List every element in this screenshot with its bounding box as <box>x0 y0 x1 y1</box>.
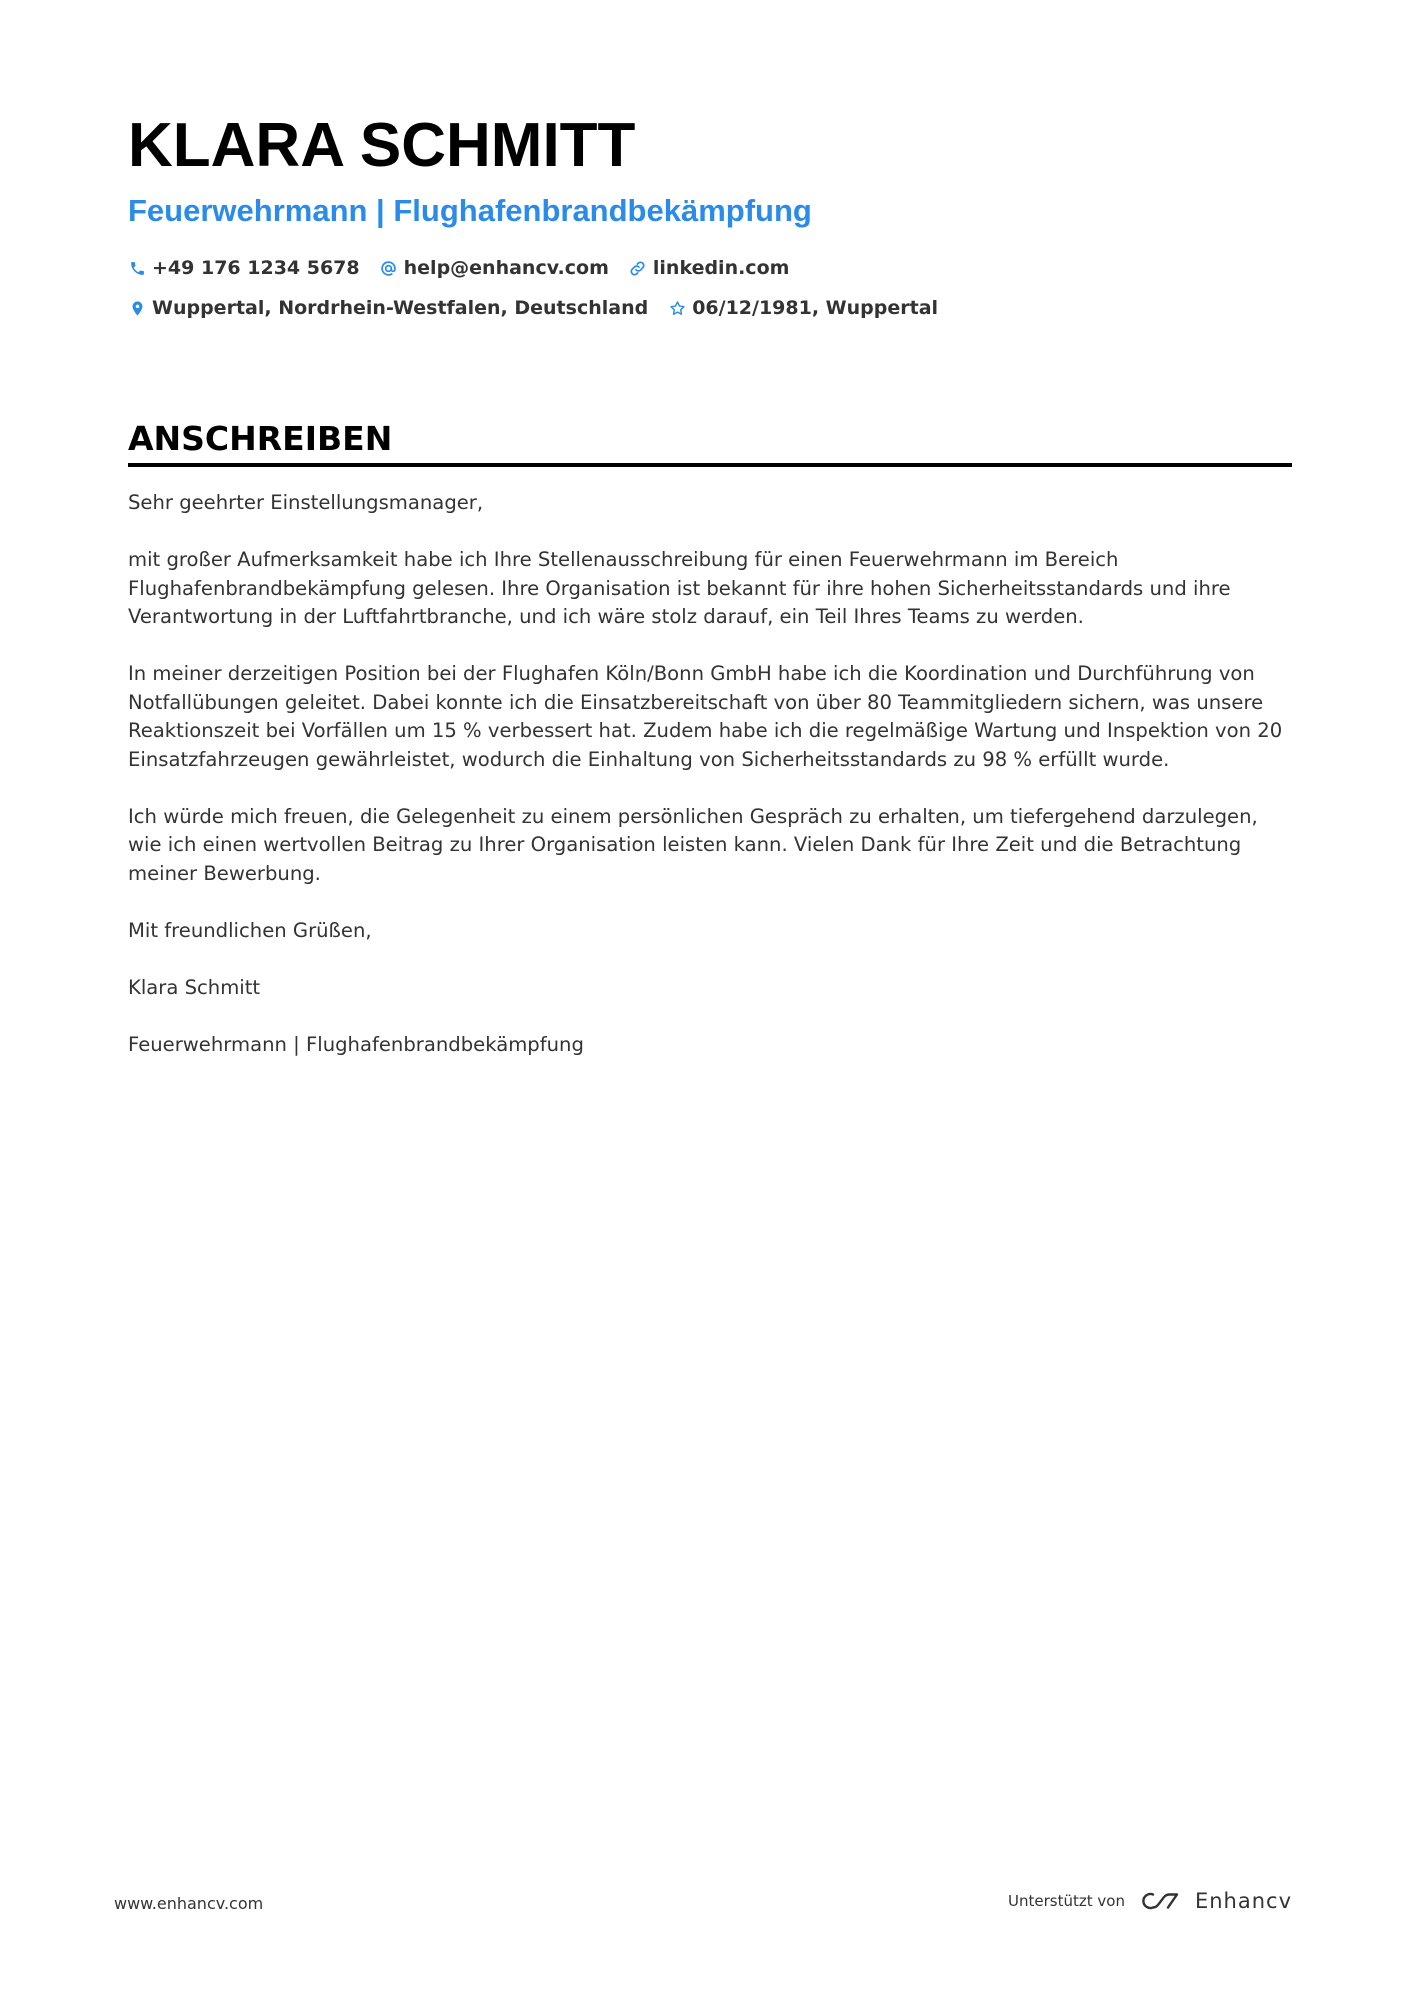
contact-phone-text: +49 176 1234 5678 <box>152 257 360 279</box>
location-pin-icon <box>128 299 146 317</box>
footer-website[interactable]: www.enhancv.com <box>114 1894 264 1913</box>
phone-icon <box>128 259 146 277</box>
contact-location-text: Wuppertal, Nordrhein-Westfalen, Deutschland <box>152 297 649 319</box>
letter-body <box>128 489 1292 1059</box>
candidate-headline: Feuerwehrmann | Flughafenbrandbekämpfung <box>128 193 812 228</box>
contact-list <box>128 248 1292 328</box>
at-icon <box>380 259 398 277</box>
link-icon <box>629 259 647 277</box>
letter-signature-name: Klara Schmitt <box>128 975 261 999</box>
contact-birth-text: 06/12/1981, Wuppertal <box>692 297 939 319</box>
section-divider <box>128 463 1292 467</box>
letter-paragraph: mit großer Aufmerksamkeit habe ich Ihre Stellenausschreibung für einen Feuerwehrmann im Bereich Flughafenbrandbekämpfung gelesen. Ihre Organisation ist bekannt für ihre hohen Sicherheitsstandards und ihre Verantwortung in der Luftfahrtbranche, und ich wäre stolz darauf, ein Teil Ihres Teams zu werden. <box>128 548 1231 628</box>
contact-phone[interactable] <box>128 248 360 288</box>
letter-signature-title: Feuerwehrmann | Flughafenbrandbekämpfung <box>128 1032 584 1056</box>
brand-name: Enhancv <box>1194 1889 1292 1913</box>
contact-birth <box>668 288 938 328</box>
contact-linkedin-text: linkedin.com <box>652 257 790 279</box>
footer-branding[interactable] <box>1008 1888 1292 1914</box>
candidate-name: KLARA SCHMITT <box>128 111 636 180</box>
star-icon <box>668 299 686 317</box>
contact-linkedin[interactable] <box>629 248 790 288</box>
contact-email[interactable] <box>380 248 609 288</box>
contact-email-text: help@enhancv.com <box>403 257 609 279</box>
powered-by-label: Unterstützt von <box>1008 1892 1125 1910</box>
letter-paragraph: Ich würde mich freuen, die Gelegenheit zu einem persönlichen Gespräch zu erhalten, um tiefergehend darzulegen, wie ich einen wertvollen Beitrag zu Ihrer Organisation leisten kann. Vielen Dank für Ihre Zeit und die Betrachtung meiner Bewerbung. <box>128 804 1258 885</box>
letter-paragraph: In meiner derzeitigen Position bei der Flughafen Köln/Bonn GmbH habe ich die Koordination und Durchführung von Notfallübungen geleitet. Dabei konnte ich die Einsatzbereitschaft von über 80 Teammitgliedern sichern, was unsere Reaktionszeit bei Vorfällen um 15 % verbessert hat. Zudem habe ich die regelmäßige Wartung und Inspektion von 20 Einsatzfahrzeugen gewährleistet, wodurch die Einhaltung von Sicherheitsstandards zu 98 % erfüllt wurde. <box>128 662 1283 771</box>
cover-letter-page <box>128 108 1292 1088</box>
contact-location <box>128 288 648 328</box>
letter-closing: Mit freundlichen Grüßen, <box>128 918 372 942</box>
letter-salutation: Sehr geehrter Einstellungsmanager, <box>128 491 484 514</box>
section-title: ANSCHREIBEN <box>128 419 393 458</box>
enhancv-logo-icon <box>1137 1888 1185 1914</box>
